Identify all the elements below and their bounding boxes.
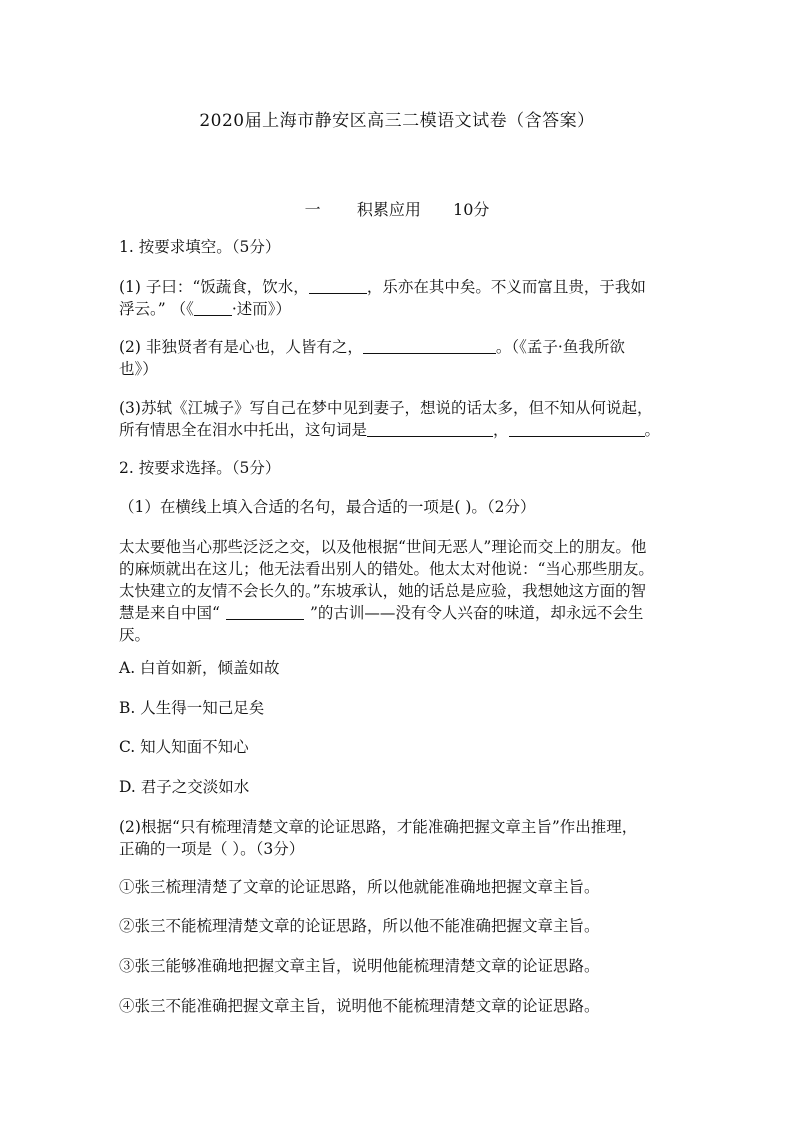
choice-4: ④张三不能准确把握文章主旨，说明他不能梳理清楚文章的论证思路。 [119, 997, 600, 1015]
q1-3-text-a: (3)苏轼《江城子》写自己在梦中见到妻子，想说的话太多，但不知从何说起， [119, 399, 653, 417]
question-1-item-3 [119, 397, 679, 441]
section-number: 一 [304, 200, 321, 219]
passage-line: 厌。 [119, 626, 151, 644]
passage-line: 太太要他当心那些泛泛之交，以及他根据“世间无恶人”理论而交上的朋友。他 [119, 538, 647, 556]
section-score: 10分 [453, 200, 490, 219]
q2-2-text-a: (2)根据“只有梳理清楚文章的论证思路，才能准确把握文章主旨”作出推理， [119, 818, 638, 836]
answer-blank [509, 420, 645, 437]
q1-3-text-c: ， [493, 421, 509, 439]
choice-1: ①张三梳理清楚了文章的论证思路，所以他就能准确地把握文章主旨。 [119, 878, 600, 896]
passage-line: 太快建立的友情不会长久的。”东坡承认，她的话总是应验，我想她这方面的智 [119, 582, 647, 600]
q2-2-text-b: 正确的一项是（ ）。（3分） [119, 840, 305, 858]
q1-1-text-a: (1) 子曰：“饭蔬食，饮水， [119, 278, 309, 296]
answer-blank [367, 420, 493, 437]
option-a: A. 白首如新，倾盖如故 [119, 659, 280, 677]
q1-3-text-b: 所有情思全在泪水中托出，这句词是 [119, 421, 368, 439]
q1-2-text-c: 也》） [119, 360, 158, 378]
question-1-item-1 [119, 276, 679, 320]
section-name: 积累应用 [356, 200, 421, 219]
question-2-sub-1: （1）在横线上填入合适的名句，最合适的一项是( )。（2分） [119, 498, 536, 516]
passage-line: 慧是来自中国“ [119, 604, 220, 622]
answer-blank [226, 603, 304, 620]
answer-blank [194, 299, 232, 316]
choice-3: ③张三能够准确地把握文章主旨，说明他能梳理清楚文章的论证思路。 [119, 957, 600, 975]
option-c: C. 知人知面不知心 [119, 738, 249, 756]
q1-2-text-a: (2) 非独贤者有是心也，人皆有之， [119, 338, 363, 356]
passage-line: 的麻烦就出在这儿；他无法看出别人的错处。他太太对他说：“当心那些朋友。 [119, 560, 654, 578]
option-b: B. 人生得一知己足矣 [119, 699, 265, 717]
q1-2-text-b: 。（《孟子·鱼我所欲 [495, 338, 625, 356]
answer-blank [363, 337, 496, 354]
option-d: D. 君子之交淡如水 [119, 778, 250, 796]
question-1-item-2 [119, 336, 679, 380]
reading-passage [119, 536, 679, 646]
answer-blank [309, 277, 367, 294]
question-2-heading: 2. 按要求选择。（5分） [119, 459, 281, 477]
q1-1-text-c: 浮云。” （《 [119, 300, 194, 318]
passage-line: ”的古训——没有令人兴奋的味道，却永远不会生 [309, 604, 644, 622]
q1-3-text-d: 。 [644, 421, 661, 439]
section-heading [0, 197, 794, 220]
page-title: 2020届上海市静安区高三二模语文试卷（含答案） [199, 111, 595, 131]
q1-1-text-d: ·述而》） [231, 300, 292, 318]
q1-1-text-b: ，乐亦在其中矣。不义而富且贵，于我如 [366, 278, 646, 296]
choice-2: ②张三不能梳理清楚文章的论证思路，所以他不能准确把握文章主旨。 [119, 917, 600, 935]
question-2-sub-2 [119, 816, 679, 860]
question-1-heading: 1. 按要求填空。（5分） [119, 238, 281, 256]
